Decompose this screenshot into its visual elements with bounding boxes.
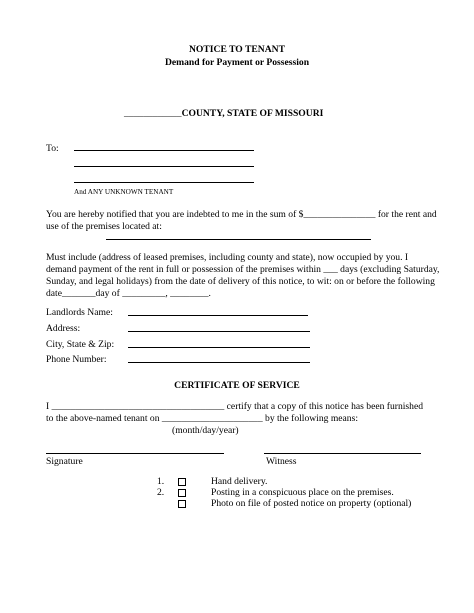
county-blank[interactable]: ____________	[124, 108, 182, 119]
signature-label: Signature	[46, 456, 83, 467]
means-number-2: 2.	[157, 487, 165, 498]
premises-address-line[interactable]	[106, 239, 371, 240]
must-include-line-3: Sunday, and legal holidays) from the date of delivery of this notice, to wit: on or before the following	[46, 276, 435, 287]
photo-label: Photo on file of posted notice on property (optional)	[211, 498, 412, 509]
landlord-name-line[interactable]	[128, 315, 308, 316]
landlord-name-label: Landlords Name:	[46, 307, 113, 318]
witness-line[interactable]	[264, 453, 421, 454]
must-include-line-2: demand payment of the rent in full or possession of the premises within ___ days (excluding Saturday,	[46, 264, 440, 275]
address-label: Address:	[46, 323, 81, 334]
tenant-date-line: to the above-named tenant on _____________________ by the following means:	[46, 413, 359, 424]
tenant-name-line-1[interactable]	[74, 150, 254, 151]
posting-label: Posting in a conspicuous place on the premises.	[211, 487, 394, 498]
phone-line[interactable]	[128, 362, 310, 363]
date-format-hint: (month/day/year)	[172, 425, 239, 436]
hand-delivery-checkbox[interactable]	[178, 478, 186, 486]
certificate-heading: CERTIFICATE OF SERVICE	[174, 380, 300, 391]
city-state-zip-label: City, State & Zip:	[46, 339, 115, 350]
phone-label: Phone Number:	[46, 354, 107, 365]
tenant-name-line-2[interactable]	[74, 166, 254, 167]
county-heading	[124, 108, 323, 119]
premises-line: use of the premises located at:	[46, 221, 162, 232]
indebted-line: You are hereby notified that you are indebted to me in the sum of $_______________ for the rent and	[46, 209, 437, 220]
hand-delivery-label: Hand delivery.	[211, 476, 268, 487]
tenant-name-line-3[interactable]	[74, 182, 254, 183]
address-line[interactable]	[128, 331, 310, 332]
signature-line[interactable]	[46, 453, 224, 454]
must-include-line-4: date_______day of _________, ________.	[46, 288, 211, 299]
notice-title: NOTICE TO TENANT	[189, 44, 285, 55]
city-state-zip-line[interactable]	[128, 347, 310, 348]
photo-checkbox[interactable]	[178, 500, 186, 508]
county-state-text: COUNTY, STATE OF MISSOURI	[181, 108, 324, 119]
witness-label: Witness	[266, 456, 297, 467]
means-number-1: 1.	[157, 476, 165, 487]
unknown-tenant-label: And ANY UNKNOWN TENANT	[74, 188, 174, 196]
to-label: To:	[46, 143, 59, 154]
must-include-line-1: Must include (address of leased premises, including county and state), now occupied by you. I	[46, 252, 409, 263]
notice-subtitle: Demand for Payment or Possession	[164, 57, 310, 68]
posting-checkbox[interactable]	[178, 489, 186, 497]
certify-line: I ____________________________________ certify that a copy of this notice has been furnished	[46, 401, 424, 412]
